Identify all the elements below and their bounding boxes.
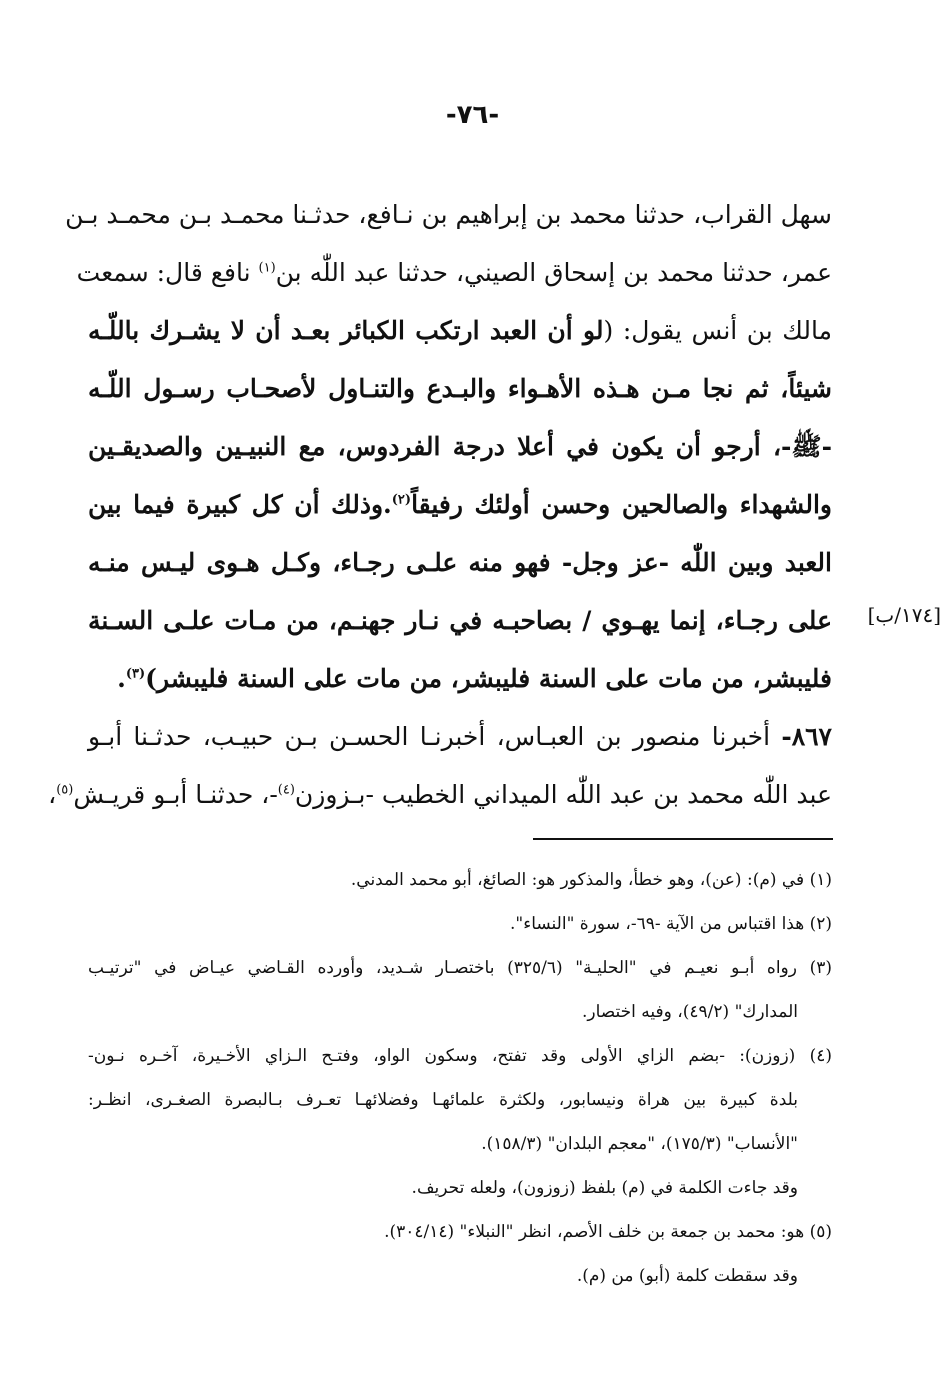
footnote-ref: (٣) (125, 666, 146, 682)
quote-text: شيئاً، ثم نجا مـن هـذه الأهـواء والبـدع والتنـاول لأصحـاب رسـول اللّـه (88, 374, 832, 403)
footnotes (88, 858, 832, 1298)
footnote-ref: (٤) (277, 782, 295, 798)
text-line (88, 592, 832, 650)
text-span: سهل القراب، حدثنا محمد بن إبراهيم بن نـافع، حدثـنا محمـد بـن محمـد بـن (65, 200, 832, 229)
quote-text: العبد وبين اللّٰه -عز وجل- فهو منه علـى رجـاء، وكـل هـوى ليـس منـه (88, 548, 832, 577)
text-span: أخبرنا منصور بن العبـاس، أخبرنـا الحسـن بـن حبيـب، حدثـنا أبـو (88, 722, 782, 751)
footnote-continuation: وقد سقطت كلمة (أبو) من (م). (576, 1266, 798, 1286)
text-line (88, 302, 832, 360)
quote-text: على رجـاء، إنما يهـوي / بصاحبـه في نـار جهنـم، من مـات علـى السـنة (88, 606, 832, 635)
footnote-continuation: بلدة كبيرة بين هراة ونيسابور، ولكثرة علمائهـا وفضلائهـا تعـرف بـالبصرة الصغـرى، انظـر: (88, 1090, 798, 1110)
text-span: عمر، حدثنا محمد بن إسحاق الصيني، حدثنا عبد اللّٰه بن (275, 258, 832, 287)
footnote-ref: (١) (258, 260, 276, 276)
text-span: عبد اللّٰه محمد بن عبد اللّٰه الميداني الخطيب -بـزوزن (294, 780, 832, 809)
footnote: (٥) هو: محمد بن جمعة بن خلف الأصم، انظر "النبلاء" (٣٠٤/١٤). (384, 1222, 832, 1242)
quote-text: فليبشر، من مات على السنة فليبشر، من مات على السنة فليبشر) (145, 664, 832, 693)
text-line (88, 360, 832, 418)
page-number: -٧٦- (445, 100, 500, 130)
footnote-ref: (٥) (56, 782, 74, 798)
text-line: فليبشر، من مات على السنة فليبشر، من مات على السنة فليبشر)$^{(٣)}$. (117, 664, 832, 693)
text-span: -، حدثنـا أبـو قريـش (73, 780, 278, 809)
footnote: (٤) (زوزن): -بضم الزاي الأولى وقد تفتح، وسكون الواو، وفتـح الـزاي الأخـيرة، آخـره نـون- (88, 1046, 832, 1066)
manuscript-folio-note: [١٧٤/ب] (867, 603, 941, 627)
text-line (88, 534, 832, 592)
footnote-continuation: وقد جاءت الكلمة في (م) بلفظ (زوزون)، ولعله تحريف. (411, 1178, 798, 1198)
footnote-continuation: "الأنساب" (١٧٥/٣)، "معجم البلدان" (١٥٨/٣). (481, 1134, 798, 1154)
text-line (88, 418, 832, 476)
text-span: نافع قال: سمعت (76, 258, 251, 287)
footnote: (٢) هذا اقتباس من الآية -٦٩-، سورة "النساء". (509, 914, 832, 934)
hadith-number: ٨٦٧- (781, 722, 832, 751)
footnote-continuation: المدارك" (٤٩/٢)، وفيه اختصار. (582, 1002, 798, 1022)
text-line (65, 186, 832, 244)
text-line (48, 766, 832, 824)
main-text (48, 186, 832, 824)
quote-text: .وذلك أن كل كبيرة فيما بين (88, 490, 392, 519)
text-span: مالك بن أنس يقول: ( (603, 316, 832, 345)
quote-text: -ﷺ-، أرجو أن يكون في أعلا درجة الفردوس، مع النبيـين والصديقـين (88, 432, 832, 461)
quote-text: لو أن العبد ارتكب الكبائر بعـد أن لا يشـرك باللّـه (88, 316, 604, 345)
footnote: (١) في (م): (عن)، وهو خطأ، والمذكور هو: الصائغ، أبو محمد المدني. (350, 870, 832, 890)
footnote: (٣) رواه أبـو نعيـم في "الحليـة" (٣٢٥/٦) باختصـار شـديد، وأورده القـاضي عيـاض في "ترتيـب (88, 958, 832, 978)
text-line (88, 708, 832, 766)
text-span: ، (48, 780, 57, 809)
footnote-separator (533, 838, 833, 840)
footnote-ref: (٢) (391, 492, 412, 508)
quote-text: والشهداء والصالحين وحسن أولئك رفيقاً (411, 490, 832, 519)
text-line (88, 476, 832, 534)
text-line (76, 244, 832, 302)
